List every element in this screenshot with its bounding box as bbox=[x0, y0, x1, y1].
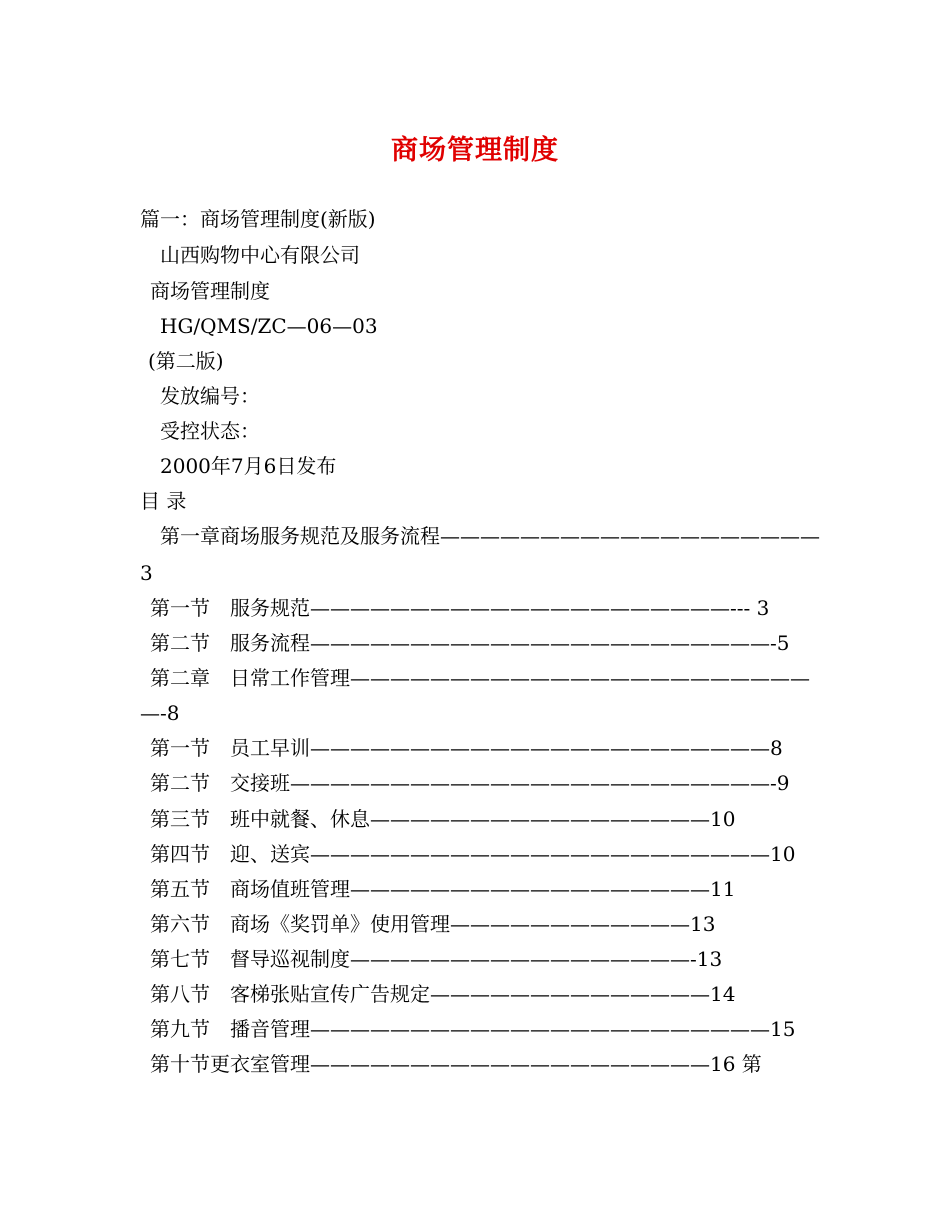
document-title: 商场管理制度 bbox=[391, 135, 559, 166]
toc-line: 第七节 督导巡视制度—————————————————-13 bbox=[150, 947, 723, 971]
toc-heading: 目 录 bbox=[140, 489, 187, 513]
toc-line: 第六节 商场《奖罚单》使用管理————————————13 bbox=[150, 912, 716, 936]
header-line-3: 商场管理制度 bbox=[150, 279, 270, 303]
header-line-7: 受控状态： bbox=[160, 419, 260, 443]
toc-line: 第八节 客梯张贴宣传广告规定——————————————14 bbox=[150, 982, 736, 1006]
toc-line: —-8 bbox=[140, 701, 180, 725]
toc-line: 第一节 服务规范—————————————————————--- 3 bbox=[150, 596, 770, 620]
header-line-8: 2000年7月6日发布 bbox=[160, 454, 337, 478]
toc-line: 第四节 迎、送宾———————————————————————10 bbox=[150, 842, 796, 866]
toc-line: 第二节 服务流程———————————————————————-5 bbox=[150, 631, 790, 655]
toc-line: 第三节 班中就餐、休息—————————————————10 bbox=[150, 807, 736, 831]
toc-line: 第九节 播音管理———————————————————————15 bbox=[150, 1017, 796, 1041]
toc-line: 3 bbox=[140, 561, 153, 585]
toc-line: 第一章商场服务规范及服务流程——————————————————— bbox=[160, 524, 820, 548]
toc-line: 第二章 日常工作管理——————————————————————— bbox=[150, 666, 810, 690]
header-line-4: HG/QMS/ZC—06—03 bbox=[160, 314, 378, 338]
header-line-5: (第二版) bbox=[148, 349, 224, 373]
toc-line: 第一节 员工早训———————————————————————8 bbox=[150, 736, 783, 760]
toc-line: 第二节 交接班————————————————————————-9 bbox=[150, 771, 790, 795]
toc-line: 第十节更衣室管理————————————————————16 第 bbox=[150, 1052, 762, 1076]
header-line-2: 山西购物中心有限公司 bbox=[160, 243, 360, 267]
header-line-1: 篇一：商场管理制度(新版) bbox=[140, 207, 376, 231]
toc-line: 第五节 商场值班管理——————————————————11 bbox=[150, 877, 736, 901]
header-line-6: 发放编号： bbox=[160, 384, 260, 408]
